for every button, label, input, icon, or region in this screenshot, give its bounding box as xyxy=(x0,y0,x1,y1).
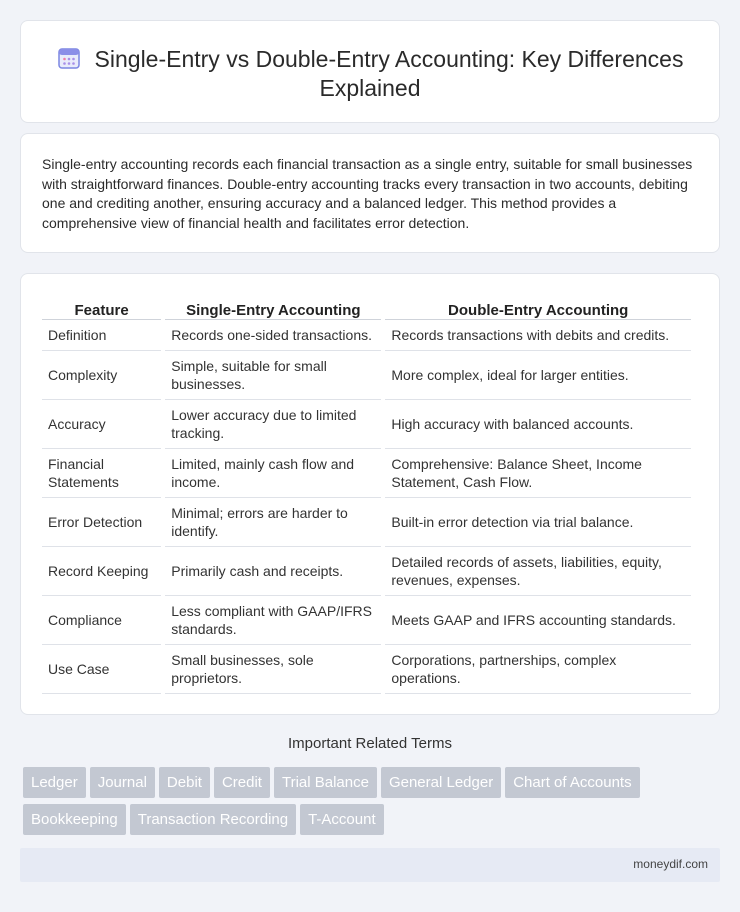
feature-cell: Financial Statements xyxy=(42,449,161,498)
related-terms-title: Important Related Terms xyxy=(288,735,452,752)
table-row xyxy=(42,320,691,351)
tag-chart-of-accounts[interactable]: Chart of Accounts xyxy=(505,767,639,798)
single-entry-cell: Lower accuracy due to limited tracking. xyxy=(165,400,381,449)
table-row xyxy=(42,351,691,400)
double-entry-cell: Detailed records of assets, liabilities, equity, revenues, expenses. xyxy=(385,547,691,596)
footer xyxy=(20,848,720,882)
double-entry-cell: Built-in error detection via trial balance. xyxy=(385,498,691,547)
tag-trial-balance[interactable]: Trial Balance xyxy=(274,767,377,798)
single-entry-cell: Small businesses, sole proprietors. xyxy=(165,645,381,694)
single-entry-cell: Records one-sided transactions. xyxy=(165,320,381,351)
footer-site[interactable]: moneydif.com xyxy=(633,857,708,871)
comparison-table xyxy=(38,294,695,694)
table-header-row xyxy=(42,294,691,320)
single-entry-cell: Primarily cash and receipts. xyxy=(165,547,381,596)
feature-cell: Accuracy xyxy=(42,400,161,449)
tag-t-account[interactable]: T-Account xyxy=(300,804,384,835)
single-entry-cell: Limited, mainly cash flow and income. xyxy=(165,449,381,498)
single-entry-cell: Less compliant with GAAP/IFRS standards. xyxy=(165,596,381,645)
feature-cell: Record Keeping xyxy=(42,547,161,596)
tag-transaction-recording[interactable]: Transaction Recording xyxy=(130,804,296,835)
double-entry-cell: Corporations, partnerships, complex operations. xyxy=(385,645,691,694)
tag-journal[interactable]: Journal xyxy=(90,767,155,798)
tag-credit[interactable]: Credit xyxy=(214,767,270,798)
tag-bookkeeping[interactable]: Bookkeeping xyxy=(23,804,126,835)
single-entry-cell: Minimal; errors are harder to identify. xyxy=(165,498,381,547)
double-entry-cell: Comprehensive: Balance Sheet, Income Statement, Cash Flow. xyxy=(385,449,691,498)
feature-cell: Compliance xyxy=(42,596,161,645)
table-row xyxy=(42,498,691,547)
comparison-table-card xyxy=(20,273,720,715)
double-entry-cell: Meets GAAP and IFRS accounting standards. xyxy=(385,596,691,645)
tag-general-ledger[interactable]: General Ledger xyxy=(381,767,501,798)
header-double-entry: Double-Entry Accounting xyxy=(385,294,691,320)
feature-cell: Error Detection xyxy=(42,498,161,547)
feature-cell: Use Case xyxy=(42,645,161,694)
table-row xyxy=(42,449,691,498)
double-entry-cell: More complex, ideal for larger entities. xyxy=(385,351,691,400)
calendar-icon xyxy=(57,46,81,70)
table-row xyxy=(42,596,691,645)
header-single-entry: Single-Entry Accounting xyxy=(165,294,381,320)
related-terms-tags xyxy=(23,767,723,841)
single-entry-cell: Simple, suitable for small businesses. xyxy=(165,351,381,400)
page-title-wrap xyxy=(41,45,699,103)
table-row xyxy=(42,400,691,449)
double-entry-cell: High accuracy with balanced accounts. xyxy=(385,400,691,449)
header-feature: Feature xyxy=(42,294,161,320)
double-entry-cell: Records transactions with debits and credits. xyxy=(385,320,691,351)
table-row xyxy=(42,547,691,596)
tag-debit[interactable]: Debit xyxy=(159,767,210,798)
table-row xyxy=(42,645,691,694)
summary-card xyxy=(20,133,720,253)
page-title: Single-Entry vs Double-Entry Accounting: Key Differences Explained xyxy=(94,46,684,101)
feature-cell: Definition xyxy=(42,320,161,351)
title-card xyxy=(20,20,720,123)
summary-text: Single-entry accounting records each financial transaction as a single entry, suitable for small businesses with straightforward finances. Double-entry accounting tracks every transaction in two accounts, debiting one and crediting another, ensuring accuracy and a balanced ledger. This method provides a comprehensive view of financial health and facilitates error detection. xyxy=(42,156,693,231)
feature-cell: Complexity xyxy=(42,351,161,400)
tag-ledger[interactable]: Ledger xyxy=(23,767,86,798)
